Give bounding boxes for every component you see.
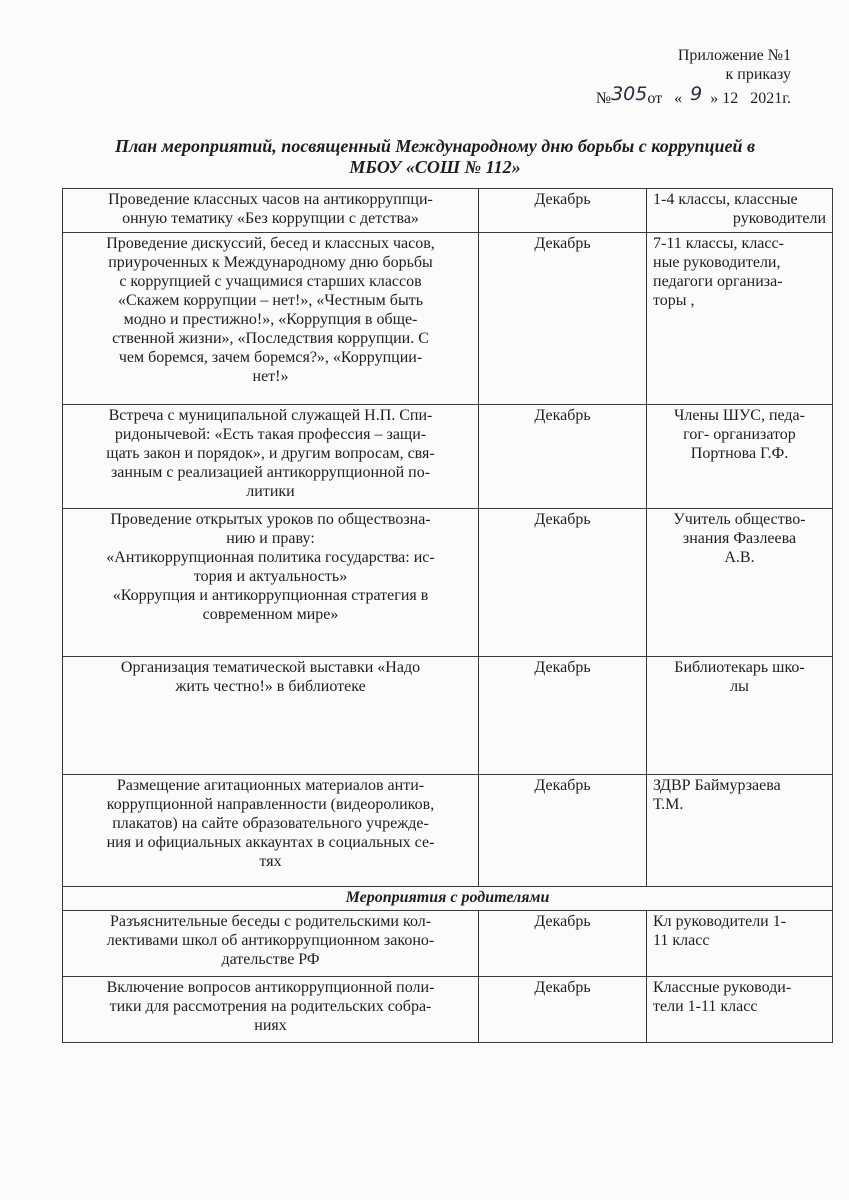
responsible-cell [647, 509, 833, 657]
order-year: 2021г. [750, 90, 791, 107]
event-line: Организация тематической выставки «Надо [120, 659, 421, 676]
event-line: Встреча с муниципальной служащей Н.П. Спи- [108, 407, 433, 424]
event-line: Проведение классных часов на антикорруппци- [108, 191, 433, 208]
page-title [70, 136, 800, 178]
responsible-cell [647, 657, 833, 775]
event-line: ридонычевой: «Есть такая профессия – защи- [114, 426, 427, 443]
table-row [63, 189, 833, 233]
table-row [63, 911, 833, 977]
event-line: нию и праву: [226, 530, 315, 547]
table-row [63, 657, 833, 775]
section-row [63, 887, 833, 911]
responsible-line: ные руководители, [653, 254, 781, 271]
appendix-header [678, 46, 791, 84]
event-line: с коррупцией с учащимися старших классов [119, 273, 422, 290]
responsible-line: 11 класс [653, 932, 710, 949]
event-line: тория и актуальность» [193, 568, 348, 585]
responsible-line: Учитель обществo- [673, 511, 806, 528]
event-line: ственной жизни», «Последствия коррупции. С [112, 330, 429, 347]
responsible-line: лы [730, 678, 749, 695]
event-cell [63, 911, 479, 977]
responsible-line: 7-11 классы, класс- [653, 235, 784, 252]
table-row [63, 509, 833, 657]
date-cell: Декабрь [479, 189, 647, 233]
event-line: плакатов) на сайте образовательного учрежде- [112, 815, 429, 832]
responsible-line: Библиотекарь шко- [674, 659, 805, 676]
responsible-line: Классные руководи- [653, 979, 792, 996]
date-cell: Декабрь [479, 233, 647, 405]
handwritten-order-number: 305 [611, 83, 648, 105]
responsible-cell [647, 977, 833, 1043]
event-line: щать закон и порядок», и другим вопросам, свя- [106, 445, 435, 462]
event-line: занным с реализацией антикоррупционной по- [110, 464, 431, 481]
event-line: дательстве РФ [221, 951, 320, 968]
table-row [63, 977, 833, 1043]
from-label: от [647, 90, 663, 107]
event-line: чем боремся, зачем боремся?», «Коррупции- [118, 349, 423, 366]
responsible-line: тели 1-11 класс [653, 998, 758, 1015]
responsible-line: торы , [653, 292, 695, 309]
event-cell [63, 233, 479, 405]
event-line: жить честно!» в библиотеке [175, 678, 366, 695]
event-cell [63, 509, 479, 657]
event-line: «Скажем коррупции – нет!», «Честным быть [118, 292, 423, 309]
event-line: онную тематику «Без коррупции с детства» [122, 210, 419, 227]
table-row [63, 233, 833, 405]
appendix-number: Приложение №1 [677, 47, 791, 64]
responsible-cell [647, 775, 833, 887]
date-cell: Декабрь [479, 977, 647, 1043]
date-cell: Декабрь [479, 405, 647, 509]
responsible-cell [647, 189, 833, 233]
event-line: Включение вопросов антикоррупционной поли- [106, 979, 435, 996]
event-line: ниях [254, 1017, 287, 1034]
event-line: «Коррупция и антикоррупционная стратегия в [112, 587, 429, 604]
title-line-1: План мероприятий, посвященный Международному дню борьбы с коррупцией в [114, 136, 756, 156]
event-line: современном мире» [202, 606, 339, 623]
responsible-line: 1-4 классы, классные [653, 191, 798, 208]
responsible-line: ЗДВР Баймурзаева [653, 777, 781, 794]
event-line: Проведение открытых уроков по обществозна- [110, 511, 431, 528]
responsible-line: гог- организатор [683, 426, 796, 443]
date-cell: Декабрь [479, 775, 647, 887]
event-cell [63, 405, 479, 509]
event-line: Разъяснительные беседы с родительскими кол- [109, 913, 432, 930]
responsible-line: Портнова Г.Ф. [690, 445, 789, 462]
to-order-label: к приказу [725, 66, 791, 83]
event-line: литики [246, 483, 295, 500]
date-cell: Декабрь [479, 911, 647, 977]
event-line: Проведение дискуссий, бесед и классных часов, [106, 235, 435, 252]
date-cell: Декабрь [479, 509, 647, 657]
handwritten-day: 9 [690, 83, 703, 105]
event-cell [63, 775, 479, 887]
responsible-line: Т.М. [653, 796, 684, 813]
event-line: нет!» [252, 368, 289, 385]
event-line: коррупционной направленности (видеороликов, [106, 796, 435, 813]
responsible-line: руководители [732, 210, 826, 227]
event-line: модно и престижно!», «Коррупция в обще- [123, 311, 418, 328]
responsible-line: Члены ШУС, педа- [674, 407, 805, 424]
table-row [63, 405, 833, 509]
day-close-quote: » [710, 90, 719, 107]
events-plan-table [62, 188, 833, 1043]
event-line: лективами школ об антикоррупционном законо- [106, 932, 435, 949]
order-no-prefix: № [595, 90, 612, 107]
event-cell [63, 657, 479, 775]
date-cell: Декабрь [479, 657, 647, 775]
event-line: приуроченных к Международному дню борьбы [108, 254, 433, 271]
table-row [63, 775, 833, 887]
event-cell [63, 189, 479, 233]
day-open-quote: « [674, 90, 683, 107]
order-reference [595, 83, 791, 108]
parents-section-heading: Мероприятия с родителями [63, 887, 833, 911]
responsible-cell [647, 911, 833, 977]
responsible-line: педагоги организа- [653, 273, 783, 290]
event-cell [63, 977, 479, 1043]
responsible-line: А.В. [724, 549, 755, 566]
event-line: тях [259, 853, 282, 870]
event-line: Размещение агитационных материалов анти- [116, 777, 425, 794]
title-line-2: МБОУ «СОШ № 112» [349, 157, 521, 177]
order-month: 12 [722, 90, 739, 107]
event-line: «Антикоррупционная политика государства: ис- [106, 549, 435, 566]
event-line: ния и официальных аккаунтах в социальных се- [106, 834, 435, 851]
responsible-line: Кл руководители 1- [653, 913, 787, 930]
responsible-line: знания Фазлеева [682, 530, 797, 547]
responsible-cell [647, 233, 833, 405]
responsible-cell [647, 405, 833, 509]
event-line: тики для рассмотрения на родительских собра- [109, 998, 432, 1015]
